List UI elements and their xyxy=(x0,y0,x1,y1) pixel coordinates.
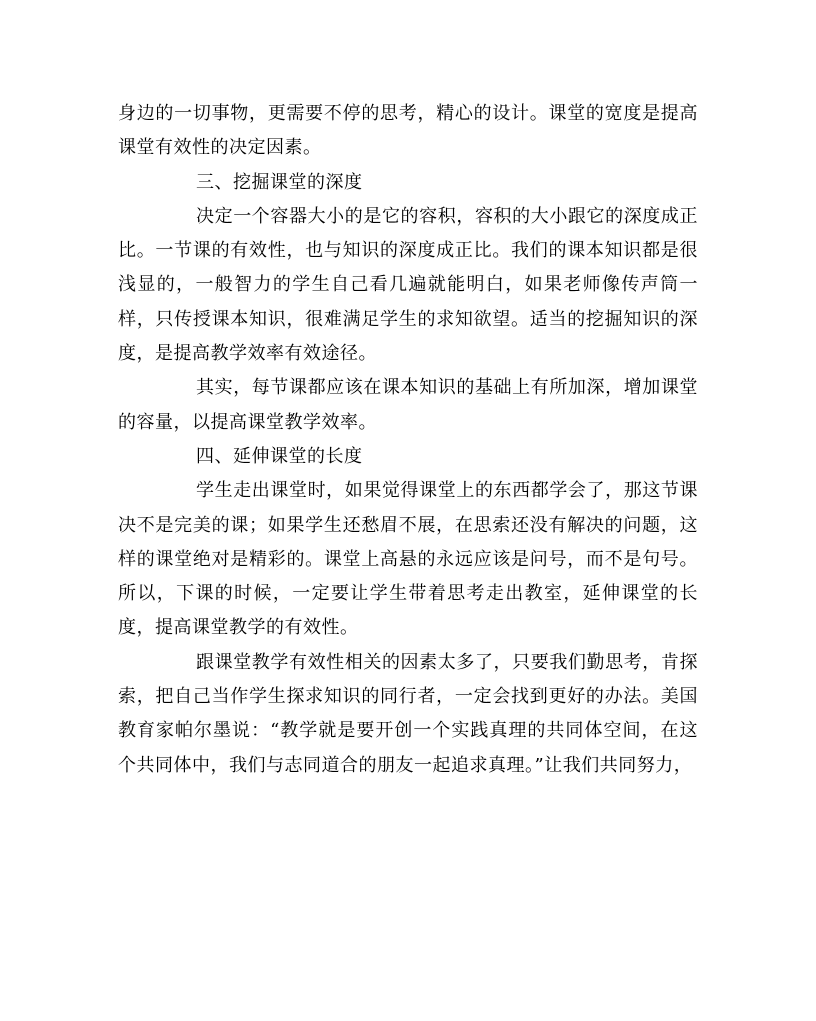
section-heading-depth: 三、挖掘课堂的深度 xyxy=(196,171,363,193)
section-heading-length: 四、延伸课堂的长度 xyxy=(196,445,363,467)
paragraph-deepen: 其实，每节课都应该在课本知识的基础上有所加深，增加课堂的容量，以提高课堂教学效率。 xyxy=(118,377,698,433)
paragraph-conclusion: 跟课堂教学有效性相关的因素太多了，只要我们勤思考，肯探索，把自己当作学生探求知识的同行者，一定会找到更好的办法。美国教育家帕尔墨说：“教学就是要开创一个实践真理的共同体空间，在这个共同体中，我们与志同道合的朋友一起追求真理。”让我们共同努力， xyxy=(118,651,698,776)
paragraph-continuation: 身边的一切事物，更需要不停的思考，精心的设计。课堂的宽度是提高课堂有效性的决定因素。 xyxy=(118,103,698,159)
document-body xyxy=(118,97,698,783)
paragraph-length: 学生走出课堂时，如果觉得课堂上的东西都学会了，那这节课决不是完美的课；如果学生还愁眉不展，在思索还没有解决的问题，这样的课堂绝对是精彩的。课堂上高悬的永远应该是问号，而不是句号。所以，下课的时候，一定要让学生带着思考走出教室，延伸课堂的长度，提高课堂教学的有效性。 xyxy=(118,480,698,639)
paragraph-depth: 决定一个容器大小的是它的容积，容积的大小跟它的深度成正比。一节课的有效性，也与知识的深度成正比。我们的课本知识都是很浅显的，一般智力的学生自己看几遍就能明白，如果老师像传声筒一样，只传授课本知识，很难满足学生的求知欲望。适当的挖掘知识的深度，是提高教学效率有效途径。 xyxy=(118,205,698,365)
